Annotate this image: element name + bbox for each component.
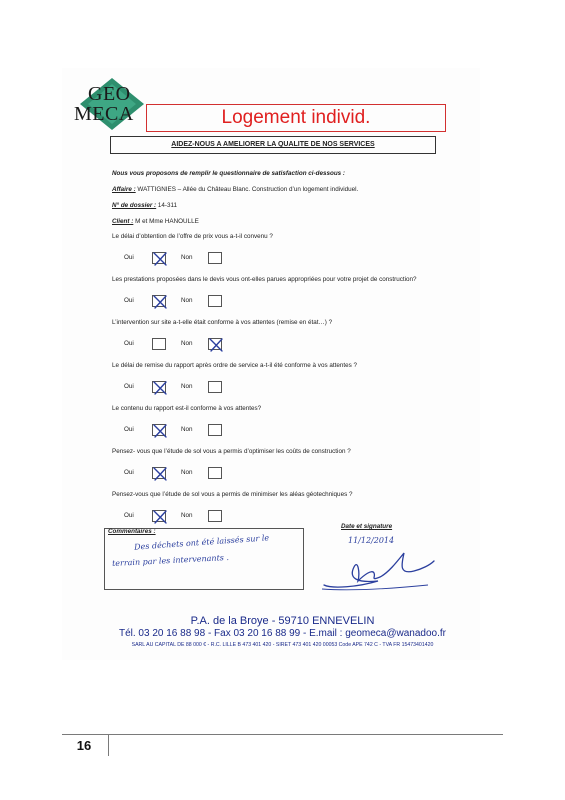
question-4: Le délai de remise du rapport après ordre de service a-t-il été conforme à vos attentes ? [112,362,358,369]
option-non-label: Non [181,297,193,304]
client-label: Client : [112,218,134,225]
handwritten-signature-icon [318,545,438,591]
option-oui-label: Oui [124,254,134,261]
checkbox-non[interactable] [208,381,222,393]
checkbox-oui[interactable] [152,295,166,307]
comment-handwritten-line-2: terrain par les intervenants . [111,552,230,569]
checkbox-non[interactable] [208,338,222,350]
option-non-label: Non [181,383,193,390]
question-7: Pensez-vous que l’étude de sol vous a permis de minimiser les aléas géotechniques ? [112,491,353,498]
question-3: L’intervention sur site a-t-elle était conforme à vos attentes (remise en état…) ? [112,319,333,326]
page-rule [62,734,503,735]
checkbox-oui[interactable] [152,338,166,350]
option-non-label: Non [181,254,193,261]
dossier-value: 14-311 [156,202,178,209]
option-non-label: Non [181,512,193,519]
checkbox-non[interactable] [208,467,222,479]
page-number: 16 [76,738,92,753]
checkbox-oui[interactable] [152,467,166,479]
checkbox-oui[interactable] [152,424,166,436]
dossier-line [112,202,177,209]
checkbox-non[interactable] [208,510,222,522]
checkbox-oui[interactable] [152,510,166,522]
dossier-label: N° de dossier : [112,202,157,209]
option-oui-label: Oui [124,512,134,519]
option-oui-label: Oui [124,297,134,304]
question-5: Le contenu du rapport est-il conforme à vos attentes? [112,405,262,412]
option-non-label: Non [181,426,193,433]
client-line [112,218,199,225]
option-oui-label: Oui [124,426,134,433]
footer-legal: SARL AU CAPITAL DE 88 000 € - R.C. LILLE B 473 401 420 - SIRET 473 401 420 00053 Code APE 742 C - TVA FR 15473401420 [131,642,434,648]
signature-date: 11/12/2014 [348,536,395,545]
client-value: M et Mme HANOULLE [133,218,199,225]
logo-line-1: GEO [88,83,131,105]
option-oui-label: Oui [124,340,134,347]
form-banner: AIDEZ-NOUS A AMELIORER LA QUALITE DE NOS SERVICES [110,136,436,154]
option-oui-label: Oui [124,383,134,390]
comment-handwritten-line-1: Des déchets ont été laissés sur le [133,533,270,552]
question-2: Les prestations proposées dans le devis vous ont-elles parues appropriées pour votre projet de construction? [112,276,417,283]
question-6: Pensez- vous que l’étude de sol vous a permis d’optimiser les coûts de construction ? [112,448,351,455]
geomeca-logo [70,76,148,132]
option-oui-label: Oui [124,469,134,476]
intro-lead: Nous vous proposons de remplir le questionnaire de satisfaction ci-dessous : [112,170,346,177]
question-1: Le délai d’obtention de l’offre de prix vous a-t-il convenu ? [112,233,273,240]
affaire-line [112,186,358,193]
page-separator [108,734,109,756]
checkbox-non[interactable] [208,295,222,307]
comments-label: Commentaires : [108,528,156,535]
checkbox-non[interactable] [208,252,222,264]
checkbox-oui[interactable] [152,252,166,264]
footer-address: P.A. de la Broye - 59710 ENNEVELIN [190,615,375,627]
date-signature-label: Date et signature [341,523,393,530]
footer-contact: Tél. 03 20 16 88 98 - Fax 03 20 16 88 99 - E.mail : geomeca@wanadoo.fr [118,628,446,639]
affaire-label: Affaire : [112,186,136,193]
checkbox-non[interactable] [208,424,222,436]
option-non-label: Non [181,469,193,476]
form-title: Logement individ. [146,104,446,132]
option-non-label: Non [181,340,193,347]
checkbox-oui[interactable] [152,381,166,393]
logo-line-2: MECA [74,103,134,125]
affaire-value: WATTIGNIES – Allée du Château Blanc. Construction d’un logement individuel. [135,186,359,193]
